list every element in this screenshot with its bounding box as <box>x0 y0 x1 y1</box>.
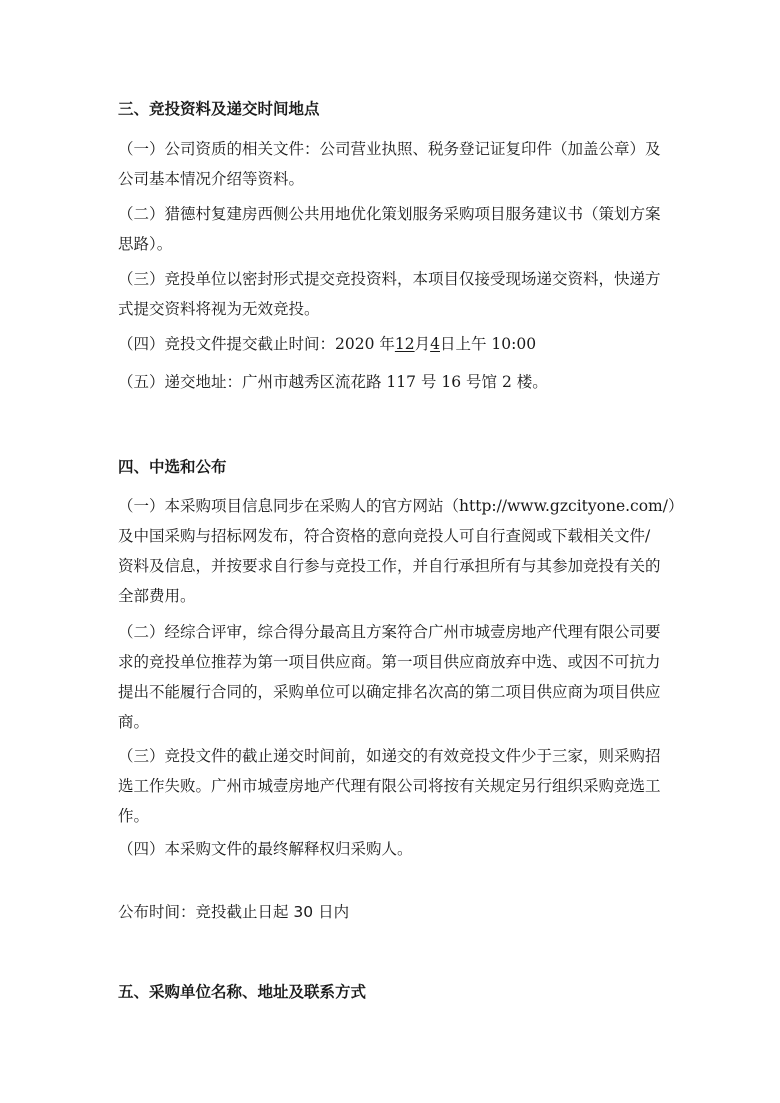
paragraph-line: 公司基本情况介绍等资料。 <box>118 170 305 188</box>
paragraph-line: （三）竞投文件的截止递交时间前，如递交的有效竞投文件少于三家，则采购招 <box>118 747 661 765</box>
deadline-suffix: 日上午 10:00 <box>440 335 537 353</box>
paragraph-line: （一）本采购项目信息同步在采购人的官方网站（http://www.gzcityone.com/） <box>118 497 684 515</box>
paragraph-line: 求的竞投单位推荐为第一项目供应商。第一项目供应商放弃中选、或因不可抗力 <box>118 653 661 671</box>
section-4-heading: 四、中选和公布 <box>118 458 227 476</box>
section-3-heading: 三、竞投资料及递交时间地点 <box>118 100 320 118</box>
paragraph-line: 资料及信息，并按要求自行参与竞投工作，并自行承担所有与其参加竞投有关的 <box>118 557 661 575</box>
section-3-item-2 <box>118 199 678 259</box>
section-5-heading: 五、采购单位名称、地址及联系方式 <box>118 983 367 1001</box>
paragraph-line: （二）经综合评审，综合得分最高且方案符合广州市城壹房地产代理有限公司要 <box>118 623 661 641</box>
section-3-item-5: （五）递交地址：广州市越秀区流花路 117 号 16 号馆 2 楼。 <box>118 373 548 391</box>
paragraph-line: 商。 <box>118 713 150 731</box>
section-4-item-3 <box>118 741 678 831</box>
paragraph-line: 全部费用。 <box>118 587 196 605</box>
paragraph-line: 及中国采购与招标网发布，符合资格的意向竞投人可自行查阅或下载相关文件/ <box>118 527 651 545</box>
deadline-day: 4 <box>430 335 440 353</box>
paragraph-line: 选工作失败。广州市城壹房地产代理有限公司将按有关规定另行组织采购竞选工 <box>118 777 661 795</box>
paragraph-line: （二）猎德村复建房西侧公共用地优化策划服务采购项目服务建议书（策划方案 <box>118 205 661 223</box>
paragraph-line: 提出不能履行合同的，采购单位可以确定排名次高的第二项目供应商为项目供应 <box>118 683 661 701</box>
section-3-item-4 <box>118 329 678 359</box>
section-4-item-2 <box>118 617 678 737</box>
paragraph-line: 作。 <box>118 807 150 825</box>
paragraph-line: （三）竞投单位以密封形式提交竞投资料，本项目仅接受现场递交资料，快递方 <box>118 270 661 288</box>
section-4-item-1 <box>118 491 684 611</box>
paragraph-line: 思路）。 <box>118 235 173 253</box>
publish-time: 公布时间：竞投截止日起 30 日内 <box>118 903 350 921</box>
paragraph-line: （一）公司资质的相关文件：公司营业执照、税务登记证复印件（加盖公章）及 <box>118 140 661 158</box>
paragraph-line: 式提交资料将视为无效竞投。 <box>118 300 320 318</box>
section-4-item-4: （四）本采购文件的最终解释权归采购人。 <box>118 840 413 858</box>
deadline-prefix: （四）竞投文件提交截止时间：2020 年 <box>118 335 395 353</box>
section-3-item-1 <box>118 134 678 194</box>
section-3-item-3 <box>118 264 678 324</box>
deadline-month-unit: 月 <box>414 335 431 353</box>
deadline-month: 12 <box>394 335 415 353</box>
